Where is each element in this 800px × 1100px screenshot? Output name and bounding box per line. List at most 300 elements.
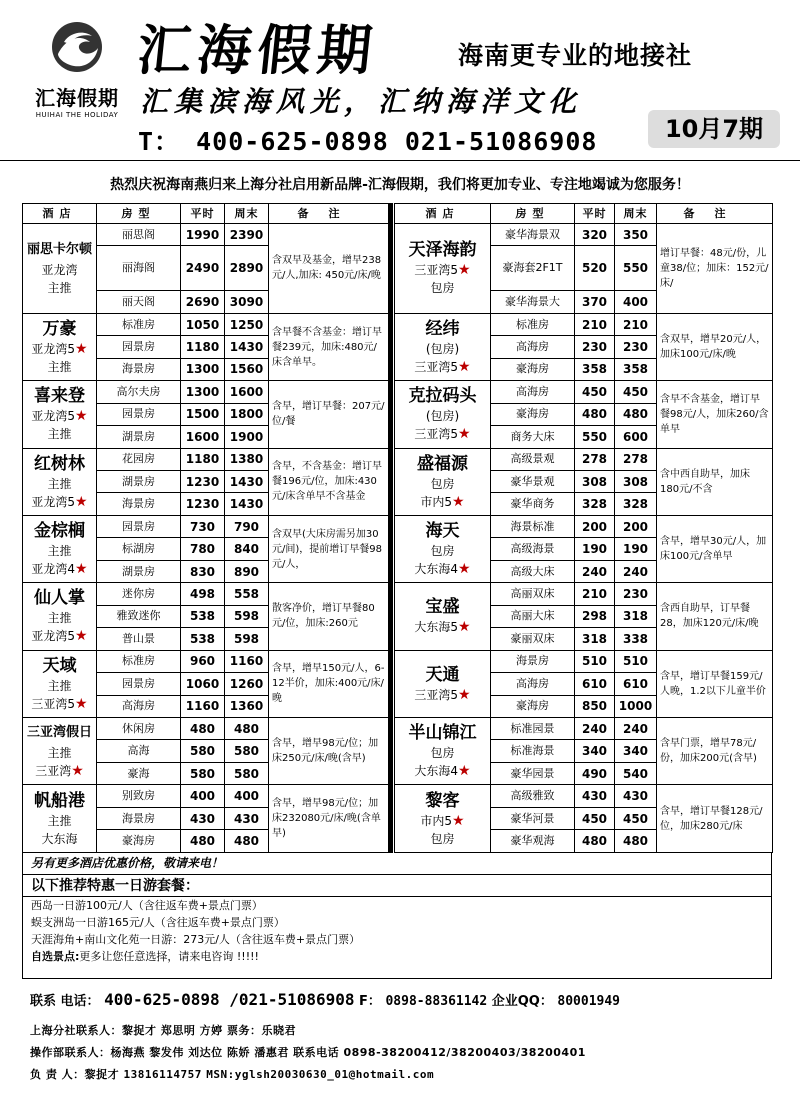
hotel-note: 增订早餐：48元/份，儿童38/位；加床：152元/床/ xyxy=(657,224,773,314)
weekend-price: 480 xyxy=(225,830,269,852)
wave-logo-icon xyxy=(50,20,104,74)
weekday-price: 960 xyxy=(181,650,225,672)
header-divider xyxy=(0,160,800,161)
hotel-tag: (包房) xyxy=(425,342,460,356)
weekend-price: 540 xyxy=(615,762,657,784)
room-type: 湖景房 xyxy=(97,560,181,582)
hotel-name: 天泽海韵 xyxy=(408,240,477,261)
brand-slogan: 汇集滨海风光，汇纳海洋文化 xyxy=(140,85,583,118)
hotel-note: 含早，增早30元/人，加床100元/含单早 xyxy=(657,515,773,582)
room-type: 丽思阁 xyxy=(97,224,181,246)
tour-item: 西岛一日游100元/人（含往返车费+景点门票） xyxy=(31,899,263,912)
star-icon: ★ xyxy=(452,493,465,510)
room-type: 豪华商务 xyxy=(491,493,575,515)
weekend-price: 230 xyxy=(615,583,657,605)
hotel-location: 三亚湾5★ xyxy=(31,695,88,712)
table-divider xyxy=(389,203,393,853)
room-type: 豪华海景双 xyxy=(491,224,575,246)
weekday-price: 1180 xyxy=(181,336,225,358)
weekday-price: 1600 xyxy=(181,426,225,448)
hotel-cell xyxy=(395,583,491,650)
hotel-location: 主推 xyxy=(47,611,72,626)
logo-name: 汇海假期 xyxy=(35,86,119,110)
room-type: 雅致迷你 xyxy=(97,605,181,627)
weekend-price: 580 xyxy=(225,762,269,784)
hotel-name: 经纬 xyxy=(425,319,460,339)
contact-phones: 400-625-0898 /021-51086908 xyxy=(104,990,355,1009)
hotel-location: 主推 xyxy=(47,476,72,491)
hotel-cell xyxy=(395,224,491,314)
hotel-note: 含双早(大床房需另加30元/间)，提前增订早餐98元/人， xyxy=(269,515,389,582)
hotel-location: 主推 xyxy=(47,281,72,296)
col-weekend: 周末 xyxy=(615,204,657,224)
header xyxy=(0,0,800,160)
table-row xyxy=(23,448,389,470)
weekend-price: 550 xyxy=(615,246,657,291)
star-icon: ★ xyxy=(75,561,88,578)
hotel-cell xyxy=(395,650,491,717)
hotel-location: 市内5★ xyxy=(420,812,465,829)
weekday-price: 340 xyxy=(575,740,615,762)
hotel-note: 含早餐不含基金：增订早餐239元，加床:480元/床含单早。 xyxy=(269,313,389,380)
more-hotels-notice: 另有更多酒店优惠价格，敬请来电！ xyxy=(22,853,772,875)
weekend-price: 1800 xyxy=(225,403,269,425)
hotel-location: 大东海4★ xyxy=(414,763,471,780)
hotel-location: 主推 xyxy=(47,813,72,828)
col-hotel: 酒店 xyxy=(23,204,97,224)
tour-optional-text: 更多让您任意选择，请来电咨询 !!!!! xyxy=(79,950,259,963)
brand-title: 汇海假期 xyxy=(134,18,381,82)
hotel-cell xyxy=(23,650,97,717)
hotel-location: 三亚湾5★ xyxy=(414,359,471,375)
hotel-name: 金棕榈 xyxy=(34,521,85,542)
room-type: 海景房 xyxy=(97,358,181,380)
room-type: 花园房 xyxy=(97,448,181,470)
star-icon: ★ xyxy=(458,763,471,780)
weekend-price: 230 xyxy=(615,336,657,358)
room-type: 别致房 xyxy=(97,785,181,807)
room-type: 高海房 xyxy=(491,673,575,695)
weekday-price: 430 xyxy=(575,785,615,807)
weekday-price: 538 xyxy=(181,605,225,627)
manager-phone: 13816114757 xyxy=(123,1068,202,1081)
weekend-price: 350 xyxy=(615,224,657,246)
star-icon: ★ xyxy=(458,426,471,443)
room-type: 豪海房 xyxy=(491,358,575,380)
room-type: 高级雅致 xyxy=(491,785,575,807)
star-icon: ★ xyxy=(71,763,84,780)
weekend-price: 1160 xyxy=(225,650,269,672)
col-note: 备注 xyxy=(269,204,389,224)
hotel-note: 含早，增早150元/人，6-12半价，加床:400元/床/晚 xyxy=(269,650,389,717)
weekend-price: 1260 xyxy=(225,673,269,695)
weekday-price: 370 xyxy=(575,291,615,313)
room-type: 豪华海景大 xyxy=(491,291,575,313)
issue-badge: 10月7期 xyxy=(648,110,780,148)
table-row xyxy=(23,583,389,605)
weekday-price: 1180 xyxy=(181,448,225,470)
weekday-price: 200 xyxy=(575,515,615,537)
room-type: 海景房 xyxy=(97,807,181,829)
weekday-price: 1500 xyxy=(181,403,225,425)
star-icon: ★ xyxy=(458,262,471,279)
room-type: 园景房 xyxy=(97,515,181,537)
weekend-price: 3090 xyxy=(225,291,269,313)
hotel-note: 含早，不含基金：增订早餐196元/位，加床:430元/床含单早不含基金 xyxy=(269,448,389,515)
table-row xyxy=(23,785,389,807)
hotel-name: 宝盛 xyxy=(425,597,460,618)
hotel-cell xyxy=(23,717,97,784)
weekend-price: 600 xyxy=(615,426,657,448)
room-type: 休闲房 xyxy=(97,717,181,739)
hotel-location: 三亚湾5★ xyxy=(414,686,471,703)
hotel-tag: (包房) xyxy=(425,409,460,424)
weekday-price: 520 xyxy=(575,246,615,291)
table-row xyxy=(23,650,389,672)
room-type: 丽海阁 xyxy=(97,246,181,291)
room-type: 豪丽双床 xyxy=(491,628,575,650)
tour-optional-label: 自选景点: xyxy=(31,950,80,963)
hotel-name: 半山锦江 xyxy=(408,723,477,744)
hotel-location: 亚龙湾5★ xyxy=(31,493,88,510)
hotel-location: 大东海4★ xyxy=(414,561,471,578)
weekend-price: 580 xyxy=(225,740,269,762)
room-type: 高级大床 xyxy=(491,560,575,582)
weekday-price: 1230 xyxy=(181,471,225,493)
weekend-price: 510 xyxy=(615,650,657,672)
weekend-price: 598 xyxy=(225,605,269,627)
weekday-price: 298 xyxy=(575,605,615,627)
weekend-price: 308 xyxy=(615,471,657,493)
col-room: 房型 xyxy=(491,204,575,224)
room-type: 海景房 xyxy=(97,493,181,515)
room-type: 海景房 xyxy=(491,650,575,672)
room-type: 标准海景 xyxy=(491,740,575,762)
contact-operations: 操作部联系人：杨海燕 黎发伟 刘达位 陈娇 潘惠君 联系电话 0898-38200412/38200403/38200401 xyxy=(30,1046,586,1059)
weekend-price: 558 xyxy=(225,583,269,605)
weekday-price: 830 xyxy=(181,560,225,582)
weekend-price: 400 xyxy=(615,291,657,313)
hotel-location: 主推 xyxy=(47,678,72,693)
hotel-location: 主推 xyxy=(47,544,72,559)
weekday-price: 580 xyxy=(181,740,225,762)
hotel-location: 三亚湾5★ xyxy=(414,426,471,443)
hotel-location: 包房 xyxy=(430,281,455,296)
star-icon: ★ xyxy=(75,695,88,712)
star-icon: ★ xyxy=(452,812,465,829)
phone-secondary: 021-51086908 xyxy=(404,127,598,156)
weekday-price: 490 xyxy=(575,762,615,784)
weekday-price: 1300 xyxy=(181,358,225,380)
col-hotel: 酒店 xyxy=(395,204,491,224)
hotel-cell xyxy=(395,381,491,448)
hotel-note: 含西自助早，订早餐28，加床120元/床/晚 xyxy=(657,583,773,650)
table-row xyxy=(395,313,773,335)
weekend-price: 400 xyxy=(225,785,269,807)
weekend-price: 610 xyxy=(615,673,657,695)
hotel-name: 三亚湾假日 xyxy=(26,725,92,741)
hotel-location: 主推 xyxy=(47,427,72,442)
room-type: 高海房 xyxy=(97,695,181,717)
weekend-price: 1380 xyxy=(225,448,269,470)
weekend-price: 210 xyxy=(615,313,657,335)
weekend-price: 318 xyxy=(615,605,657,627)
hotel-name: 盛福源 xyxy=(417,453,468,474)
room-type: 普山景 xyxy=(97,628,181,650)
weekend-price: 240 xyxy=(615,560,657,582)
weekday-price: 730 xyxy=(181,515,225,537)
weekend-price: 338 xyxy=(615,628,657,650)
hotel-cell xyxy=(23,313,97,380)
weekend-price: 1430 xyxy=(225,471,269,493)
hotel-name: 天域 xyxy=(42,655,77,676)
hotel-name: 海天 xyxy=(425,521,460,542)
room-type: 标湖房 xyxy=(97,538,181,560)
hotel-note: 含早，增订早餐128元/位，加床280元/床 xyxy=(657,785,773,852)
hotel-cell xyxy=(23,515,97,582)
hotel-location: 市内5★ xyxy=(420,493,465,510)
weekday-price: 1990 xyxy=(181,224,225,246)
col-weekday: 平时 xyxy=(181,204,225,224)
room-type: 湖景房 xyxy=(97,426,181,448)
weekend-price: 358 xyxy=(615,358,657,380)
hotel-cell xyxy=(23,785,97,852)
hotel-table-right xyxy=(394,203,773,853)
room-type: 标准房 xyxy=(97,313,181,335)
star-icon: ★ xyxy=(75,408,88,425)
hotel-location: 包房 xyxy=(430,476,455,491)
room-type: 丽天阁 xyxy=(97,291,181,313)
room-type: 豪华园景 xyxy=(491,762,575,784)
hotel-cell xyxy=(395,313,491,380)
hotel-location: 包房 xyxy=(430,831,455,846)
weekend-price: 430 xyxy=(225,807,269,829)
room-type: 豪华河景 xyxy=(491,807,575,829)
hotel-location: 亚龙湾5★ xyxy=(31,341,88,357)
hotel-name: 克拉码头 xyxy=(408,386,477,407)
hotel-cell xyxy=(23,224,97,314)
weekend-price: 480 xyxy=(615,403,657,425)
table-row xyxy=(395,515,773,537)
room-type: 高级海景 xyxy=(491,538,575,560)
hotel-location: 三亚湾5★ xyxy=(414,262,471,279)
room-type: 高海 xyxy=(97,740,181,762)
hotel-cell xyxy=(395,515,491,582)
header-phone xyxy=(138,122,597,158)
hotel-note: 含双早，增早20元/人，加床100元/床/晚 xyxy=(657,313,773,380)
room-type: 高尔夫房 xyxy=(97,381,181,403)
weekday-price: 610 xyxy=(575,673,615,695)
room-type: 豪海套2F1T xyxy=(491,246,575,291)
weekday-price: 480 xyxy=(181,717,225,739)
room-type: 豪华观海 xyxy=(491,830,575,852)
col-weekday: 平时 xyxy=(575,204,615,224)
star-icon: ★ xyxy=(75,341,88,357)
hotel-location: 大东海 xyxy=(41,831,78,846)
weekend-price: 450 xyxy=(615,381,657,403)
weekday-price: 278 xyxy=(575,448,615,470)
room-type: 豪海房 xyxy=(97,830,181,852)
weekend-price: 790 xyxy=(225,515,269,537)
weekday-price: 308 xyxy=(575,471,615,493)
weekday-price: 318 xyxy=(575,628,615,650)
room-type: 园景房 xyxy=(97,336,181,358)
star-icon: ★ xyxy=(458,359,471,375)
weekend-price: 278 xyxy=(615,448,657,470)
hotel-note: 含中西自助早，加床180元/不含 xyxy=(657,448,773,515)
col-room: 房型 xyxy=(97,204,181,224)
weekend-price: 598 xyxy=(225,628,269,650)
hotel-location: 三亚湾★ xyxy=(35,763,84,780)
weekday-price: 538 xyxy=(181,628,225,650)
room-type: 高丽大床 xyxy=(491,605,575,627)
qq-number: 80001949 xyxy=(557,994,621,1009)
hotel-location: 亚龙湾4★ xyxy=(31,561,88,578)
logo xyxy=(22,20,132,130)
room-type: 迷你房 xyxy=(97,583,181,605)
weekday-price: 320 xyxy=(575,224,615,246)
weekday-price: 450 xyxy=(575,807,615,829)
weekend-price: 1560 xyxy=(225,358,269,380)
room-type: 高海房 xyxy=(491,336,575,358)
table-row xyxy=(23,381,389,403)
hotel-location: 包房 xyxy=(430,746,455,761)
room-type: 豪华景观 xyxy=(491,471,575,493)
weekend-price: 430 xyxy=(615,785,657,807)
weekday-price: 230 xyxy=(575,336,615,358)
brand-subtitle: 海南更专业的地接社 xyxy=(458,41,693,70)
weekday-price: 580 xyxy=(181,762,225,784)
tour-item: 天涯海角+南山文化苑一日游：273元/人（含往返车费+景点门票） xyxy=(31,933,361,946)
hotel-location: 主推 xyxy=(47,360,72,374)
room-type: 标准房 xyxy=(97,650,181,672)
weekend-price: 1430 xyxy=(225,493,269,515)
weekday-price: 358 xyxy=(575,358,615,380)
hotel-name: 帆船港 xyxy=(34,790,85,811)
table-row xyxy=(23,717,389,739)
weekday-price: 2490 xyxy=(181,246,225,291)
weekend-price: 2390 xyxy=(225,224,269,246)
col-weekend: 周末 xyxy=(225,204,269,224)
hotel-note: 含早，增订早餐159元/人晚，1.2以下儿童半价 xyxy=(657,650,773,717)
weekday-price: 498 xyxy=(181,583,225,605)
star-icon: ★ xyxy=(458,619,471,636)
weekday-price: 1160 xyxy=(181,695,225,717)
weekend-price: 340 xyxy=(615,740,657,762)
weekend-price: 2890 xyxy=(225,246,269,291)
room-type: 豪海房 xyxy=(491,695,575,717)
room-type: 商务大床 xyxy=(491,426,575,448)
weekend-price: 1900 xyxy=(225,426,269,448)
fax-label: F： xyxy=(359,994,381,1009)
hotel-name: 丽思卡尔顿 xyxy=(26,242,92,258)
weekend-price: 890 xyxy=(225,560,269,582)
table-row xyxy=(395,224,773,246)
table-row xyxy=(395,448,773,470)
hotel-location: 亚龙湾5★ xyxy=(31,628,88,645)
logo-english: HUIHAI THE HOLIDAY xyxy=(35,111,119,119)
weekday-price: 480 xyxy=(575,830,615,852)
hotel-location: 亚龙湾 xyxy=(41,263,78,278)
tour-optional xyxy=(23,948,771,965)
hotel-note: 含早不含基金，增订早餐98元/人，加床260/含单早 xyxy=(657,381,773,448)
weekend-price: 480 xyxy=(225,717,269,739)
weekday-price: 480 xyxy=(575,403,615,425)
hotel-name: 仙人掌 xyxy=(34,588,85,609)
manager-label: 负 责 人：黎捉才 xyxy=(30,1068,120,1081)
room-type: 豪海 xyxy=(97,762,181,784)
hotel-name: 红树林 xyxy=(34,453,85,474)
table-row xyxy=(23,224,389,246)
qq-label: 企业QQ： xyxy=(491,994,553,1009)
tour-item: 蜈支洲岛一日游165元/人（含往返车费+景点门票） xyxy=(31,916,285,929)
room-type: 标准房 xyxy=(491,313,575,335)
weekend-price: 1360 xyxy=(225,695,269,717)
hotel-table-left xyxy=(22,203,389,853)
contact-shanghai: 上海分社联系人：黎捉才 郑思明 方婷 票务：乐晓君 xyxy=(30,1024,296,1037)
table-row xyxy=(395,381,773,403)
hotel-name: 喜来登 xyxy=(34,386,85,407)
hotel-note: 含双早及基金，增早238元/人,加床: 450元/床/晚 xyxy=(269,224,389,314)
hotel-note: 含早，增订早餐：207元/位/餐 xyxy=(269,381,389,448)
weekend-price: 450 xyxy=(615,807,657,829)
table-row xyxy=(395,650,773,672)
fax-number: 0898-88361142 xyxy=(385,994,488,1009)
weekday-price: 1230 xyxy=(181,493,225,515)
table-row xyxy=(395,583,773,605)
phone-primary: 400-625-0898 xyxy=(196,127,389,156)
hotel-name: 万豪 xyxy=(42,319,77,339)
weekday-price: 240 xyxy=(575,717,615,739)
weekday-price: 1300 xyxy=(181,381,225,403)
tours-title: 以下推荐特惠一日游套餐： xyxy=(23,875,771,897)
star-icon: ★ xyxy=(75,628,88,645)
hotel-cell xyxy=(395,448,491,515)
weekday-price: 328 xyxy=(575,493,615,515)
phone-label: T： xyxy=(138,127,181,156)
contact-manager xyxy=(30,1066,434,1082)
weekend-price: 328 xyxy=(615,493,657,515)
weekend-price: 240 xyxy=(615,717,657,739)
hotel-cell xyxy=(395,717,491,784)
weekday-price: 1050 xyxy=(181,313,225,335)
star-icon: ★ xyxy=(458,686,471,703)
room-type: 海景标准 xyxy=(491,515,575,537)
hotel-location: 主推 xyxy=(47,746,72,761)
hotel-cell xyxy=(23,583,97,650)
weekday-price: 450 xyxy=(575,381,615,403)
hotel-cell xyxy=(23,381,97,448)
weekend-price: 1250 xyxy=(225,313,269,335)
col-note: 备注 xyxy=(657,204,773,224)
weekday-price: 210 xyxy=(575,583,615,605)
weekday-price: 210 xyxy=(575,313,615,335)
star-icon: ★ xyxy=(75,493,88,510)
star-icon: ★ xyxy=(458,561,471,578)
contact-main xyxy=(30,990,620,1009)
hotel-cell xyxy=(395,785,491,852)
weekday-price: 400 xyxy=(181,785,225,807)
tour-packages xyxy=(22,875,772,979)
weekend-price: 190 xyxy=(615,538,657,560)
weekday-price: 480 xyxy=(181,830,225,852)
table-row xyxy=(395,717,773,739)
hotel-location: 包房 xyxy=(430,544,455,559)
hotel-name: 天通 xyxy=(425,664,460,685)
celebration-banner: 热烈庆祝海南燕归来上海分社启用新品牌-汇海假期，我们将更加专业、专注地竭诚为您服务！ xyxy=(110,177,690,193)
weekend-price: 1600 xyxy=(225,381,269,403)
room-type: 豪海房 xyxy=(491,403,575,425)
